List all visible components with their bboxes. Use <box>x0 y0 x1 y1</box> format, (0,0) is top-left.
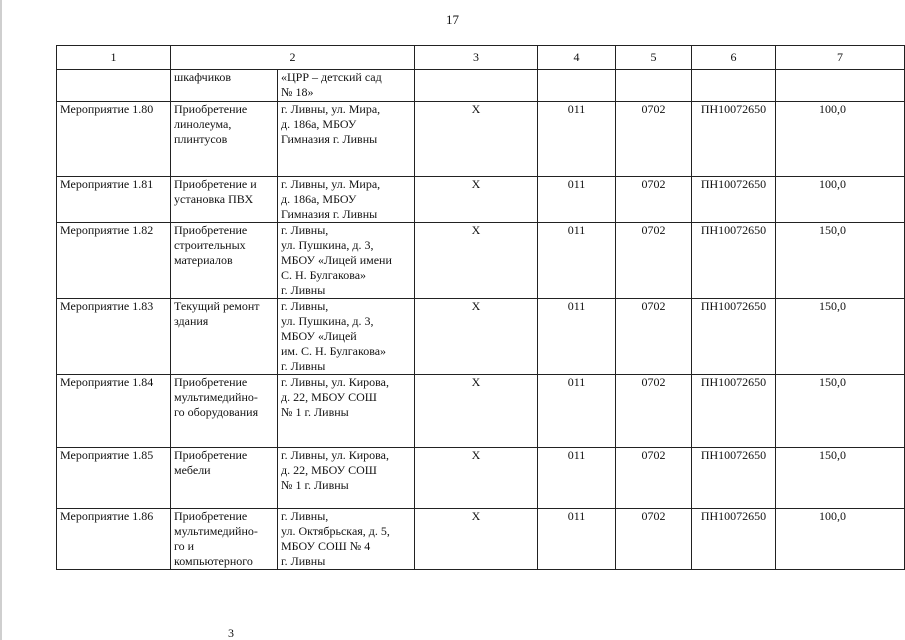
header-col-6: 6 <box>692 46 776 70</box>
cell-col5: 0702 <box>616 509 692 570</box>
cell-name: Приобретение и установка ПВХ <box>171 177 278 223</box>
cell-event: Мероприятие 1.82 <box>57 223 171 299</box>
cell-address: г. Ливны, ул. Мира, д. 186а, МБОУ Гимназия г. Ливны <box>278 177 415 223</box>
cell-col7: 100,0 <box>776 102 905 177</box>
cell-col3 <box>415 70 538 102</box>
cell-col5 <box>616 70 692 102</box>
header-col-5: 5 <box>616 46 692 70</box>
cell-col4: 011 <box>538 509 616 570</box>
cell-col7: 150,0 <box>776 448 905 509</box>
table-row <box>57 299 905 375</box>
table-header-row <box>57 46 905 70</box>
budget-table <box>56 45 905 570</box>
header-col-3: 3 <box>415 46 538 70</box>
table-row <box>57 375 905 448</box>
footer-mark: 3 <box>228 626 234 640</box>
cell-col5: 0702 <box>616 223 692 299</box>
cell-col6: ПН10072650 <box>692 448 776 509</box>
cell-col3: Х <box>415 177 538 223</box>
cell-col6: ПН10072650 <box>692 177 776 223</box>
cell-col5: 0702 <box>616 448 692 509</box>
cell-event <box>57 70 171 102</box>
cell-event: Мероприятие 1.80 <box>57 102 171 177</box>
table-row <box>57 177 905 223</box>
cell-col4: 011 <box>538 177 616 223</box>
cell-name: Приобретение мебели <box>171 448 278 509</box>
table-row <box>57 448 905 509</box>
cell-event: Мероприятие 1.81 <box>57 177 171 223</box>
cell-col6: ПН10072650 <box>692 102 776 177</box>
cell-event: Мероприятие 1.83 <box>57 299 171 375</box>
cell-col7 <box>776 70 905 102</box>
table-row <box>57 509 905 570</box>
cell-name: Приобретение мультимедийно- го оборудования <box>171 375 278 448</box>
cell-col4: 011 <box>538 375 616 448</box>
cell-col4 <box>538 70 616 102</box>
cell-address: г. Ливны, ул. Кирова, д. 22, МБОУ СОШ № 1 г. Ливны <box>278 448 415 509</box>
cell-col7: 150,0 <box>776 299 905 375</box>
cell-col7: 100,0 <box>776 509 905 570</box>
cell-col4: 011 <box>538 102 616 177</box>
cell-col4: 011 <box>538 299 616 375</box>
cell-name: Текущий ремонт здания <box>171 299 278 375</box>
header-col-2: 2 <box>171 46 415 70</box>
cell-address: «ЦРР – детский сад № 18» <box>278 70 415 102</box>
cell-address: г. Ливны, ул. Кирова, д. 22, МБОУ СОШ № 1 г. Ливны <box>278 375 415 448</box>
cell-col4: 011 <box>538 223 616 299</box>
cell-col3: Х <box>415 102 538 177</box>
cell-col7: 150,0 <box>776 223 905 299</box>
cell-name: Приобретение строительных материалов <box>171 223 278 299</box>
cell-address: г. Ливны, ул. Пушкина, д. 3, МБОУ «Лицей имени С. Н. Булгакова» г. Ливны <box>278 223 415 299</box>
cell-col6 <box>692 70 776 102</box>
header-col-4: 4 <box>538 46 616 70</box>
cell-col7: 150,0 <box>776 375 905 448</box>
table-row <box>57 70 905 102</box>
header-col-7: 7 <box>776 46 905 70</box>
cell-col3: Х <box>415 509 538 570</box>
header-col-1: 1 <box>57 46 171 70</box>
cell-col4: 011 <box>538 448 616 509</box>
cell-event: Мероприятие 1.84 <box>57 375 171 448</box>
cell-col5: 0702 <box>616 177 692 223</box>
cell-col6: ПН10072650 <box>692 375 776 448</box>
cell-col6: ПН10072650 <box>692 509 776 570</box>
cell-col5: 0702 <box>616 299 692 375</box>
cell-col6: ПН10072650 <box>692 223 776 299</box>
cell-col3: Х <box>415 375 538 448</box>
table-row <box>57 102 905 177</box>
cell-col3: Х <box>415 223 538 299</box>
table-row <box>57 223 905 299</box>
cell-event: Мероприятие 1.86 <box>57 509 171 570</box>
cell-col5: 0702 <box>616 375 692 448</box>
cell-address: г. Ливны, ул. Октябрьская, д. 5, МБОУ СОШ № 4 г. Ливны <box>278 509 415 570</box>
cell-col6: ПН10072650 <box>692 299 776 375</box>
cell-name: Приобретение линолеума, плинтусов <box>171 102 278 177</box>
cell-address: г. Ливны, ул. Пушкина, д. 3, МБОУ «Лицей им. С. Н. Булгакова» г. Ливны <box>278 299 415 375</box>
cell-col3: Х <box>415 299 538 375</box>
cell-address: г. Ливны, ул. Мира, д. 186а, МБОУ Гимназия г. Ливны <box>278 102 415 177</box>
page-edge-shadow <box>0 0 2 640</box>
cell-name: Приобретение мультимедийно- го и компьютерного <box>171 509 278 570</box>
page-number: 17 <box>446 12 459 27</box>
cell-col5: 0702 <box>616 102 692 177</box>
cell-name: шкафчиков <box>171 70 278 102</box>
cell-event: Мероприятие 1.85 <box>57 448 171 509</box>
cell-col7: 100,0 <box>776 177 905 223</box>
cell-col3: Х <box>415 448 538 509</box>
